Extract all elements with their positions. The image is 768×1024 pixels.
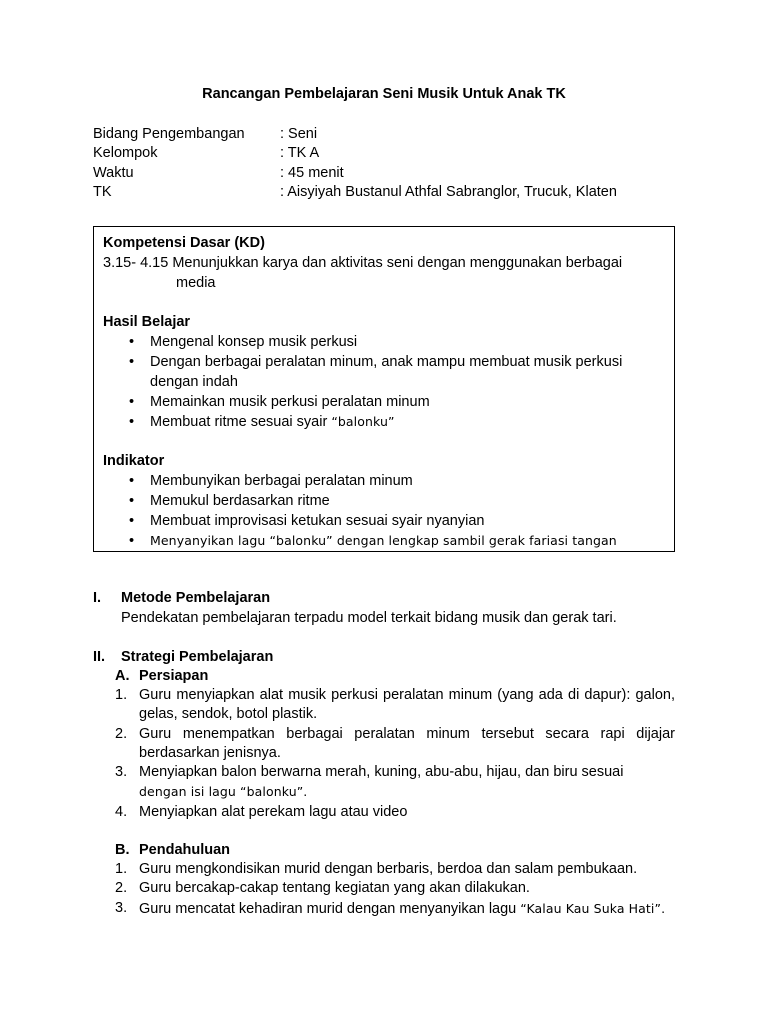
list-item-text: Membunyikan berbagai peralatan minum bbox=[150, 473, 413, 489]
list-item-text-continued: dengan indah bbox=[150, 374, 238, 390]
subsection-letter: B. bbox=[115, 842, 130, 859]
list-item bbox=[93, 899, 675, 919]
list-number: 3. bbox=[115, 899, 128, 916]
info-label: TK bbox=[93, 183, 112, 200]
list-item bbox=[93, 686, 675, 725]
info-label: Waktu bbox=[93, 164, 134, 181]
list-number: 2. bbox=[115, 725, 128, 742]
info-value: : TK A bbox=[280, 145, 320, 162]
pendahuluan-list bbox=[93, 860, 675, 919]
bullet-icon: • bbox=[129, 513, 135, 529]
competency-box-content bbox=[103, 233, 668, 551]
list-number: 3. bbox=[115, 764, 128, 781]
info-table bbox=[93, 125, 617, 202]
list-item bbox=[103, 412, 668, 432]
section-heading-strategi bbox=[93, 647, 675, 667]
bullet-icon: • bbox=[129, 394, 135, 410]
list-item-text-continued: dengan isi lagu “balonku”. bbox=[139, 784, 308, 800]
indikator-heading: Indikator bbox=[103, 453, 165, 469]
list-item bbox=[93, 725, 675, 764]
list-number: 1. bbox=[115, 861, 128, 878]
indikator-list bbox=[103, 471, 668, 551]
list-item-text: Guru bercakap-cakap tentang kegiatan yang akan dilakukan. bbox=[139, 880, 530, 897]
bullet-icon: • bbox=[129, 533, 135, 549]
info-value: : Seni bbox=[280, 126, 318, 142]
bullet-icon: • bbox=[129, 414, 135, 430]
list-item-text: Membuat improvisasi ketukan sesuai syair nyanyian bbox=[150, 513, 485, 529]
info-label: Bidang Pengembangan bbox=[93, 126, 245, 142]
section-title: Metode Pembelajaran bbox=[121, 590, 271, 606]
info-value: : Aisyiyah Bustanul Athfal Sabranglor, Trucuk, Klaten bbox=[280, 183, 617, 200]
section-heading-metode bbox=[93, 588, 675, 608]
list-item-text: Guru mengkondisikan murid dengan berbaris, berdoa dan salam pembukaan. bbox=[139, 861, 638, 878]
subsection-title: Pendahuluan bbox=[139, 842, 231, 859]
kd-text: 3.15- 4.15 Menunjukkan karya dan aktivitas seni dengan menggunakan berbagai bbox=[103, 255, 623, 271]
metode-text: Pendekatan pembelajaran terpadu model terkait bidang musik dan gerak tari. bbox=[121, 610, 617, 626]
section-title: Strategi Pembelajaran bbox=[121, 649, 274, 665]
competency-box bbox=[93, 226, 675, 552]
list-item-text: Guru mencatat kehadiran murid dengan menyanyikan lagu bbox=[139, 900, 521, 917]
bullet-icon: • bbox=[129, 354, 135, 370]
list-item-text: Mengenal konsep musik perkusi bbox=[150, 334, 358, 350]
list-item-text: Guru menyiapkan alat musik perkusi peralatan minum (yang ada di dapur): galon, gelas, sendok, botol plastik. bbox=[139, 687, 675, 723]
section-number: II. bbox=[93, 649, 106, 665]
list-item bbox=[93, 803, 675, 822]
section-number: I. bbox=[93, 590, 102, 606]
song-title: “balonku” bbox=[331, 414, 395, 429]
lesson-sections bbox=[93, 588, 675, 919]
list-item-text: Menyanyikan lagu “balonku” dengan lengkap sambil gerak fariasi tangan bbox=[150, 533, 617, 548]
subsection-heading-pendahuluan bbox=[93, 841, 675, 860]
song-title: “Kalau Kau Suka Hati”. bbox=[520, 900, 666, 916]
bullet-icon: • bbox=[129, 473, 135, 489]
list-item-text: Dengan berbagai peralatan minum, anak mampu membuat musik perkusi bbox=[150, 354, 623, 370]
info-row-bidang bbox=[93, 125, 617, 144]
info-value: : 45 menit bbox=[280, 164, 344, 181]
info-label: Kelompok bbox=[93, 145, 158, 162]
list-item bbox=[103, 511, 668, 531]
info-row-waktu bbox=[93, 164, 617, 183]
persiapan-list bbox=[93, 686, 675, 822]
list-item bbox=[103, 352, 668, 392]
hasil-belajar-heading: Hasil Belajar bbox=[103, 314, 191, 330]
subsection-letter: A. bbox=[115, 668, 130, 684]
list-item bbox=[93, 879, 675, 898]
list-item-text: Membuat ritme sesuai syair bbox=[150, 414, 332, 430]
subsection-heading-persiapan bbox=[93, 667, 675, 686]
list-item-text: Menyiapkan balon berwarna merah, kuning, abu-abu, hijau, dan biru sesuai bbox=[139, 764, 624, 781]
subsection-title: Persiapan bbox=[139, 668, 209, 684]
hasil-belajar-list bbox=[103, 332, 668, 432]
list-number: 1. bbox=[115, 687, 128, 703]
kd-heading: Kompetensi Dasar (KD) bbox=[103, 235, 265, 251]
list-number: 2. bbox=[115, 880, 128, 897]
list-item bbox=[103, 332, 668, 352]
list-number: 4. bbox=[115, 803, 128, 820]
list-item bbox=[103, 491, 668, 511]
info-row-tk bbox=[93, 183, 617, 202]
list-item-text: Memainkan musik perkusi peralatan minum bbox=[150, 394, 430, 410]
bullet-icon: • bbox=[129, 334, 135, 350]
list-item-text: Guru menempatkan berbagai peralatan minum tersebut secara rapi dijajar berdasarkan jenisnya. bbox=[139, 725, 675, 761]
kd-text-continued: media bbox=[176, 275, 216, 291]
document-title: Rancangan Pembelajaran Seni Musik Untuk Anak TK bbox=[202, 86, 566, 102]
list-item bbox=[103, 531, 668, 551]
list-item-text: Memukul berdasarkan ritme bbox=[150, 493, 330, 509]
list-item bbox=[103, 392, 668, 412]
list-item bbox=[93, 763, 675, 803]
list-item-text: Menyiapkan alat perekam lagu atau video bbox=[139, 803, 408, 820]
info-row-kelompok bbox=[93, 144, 617, 163]
list-item bbox=[93, 860, 675, 879]
list-item bbox=[103, 471, 668, 491]
bullet-icon: • bbox=[129, 493, 135, 509]
